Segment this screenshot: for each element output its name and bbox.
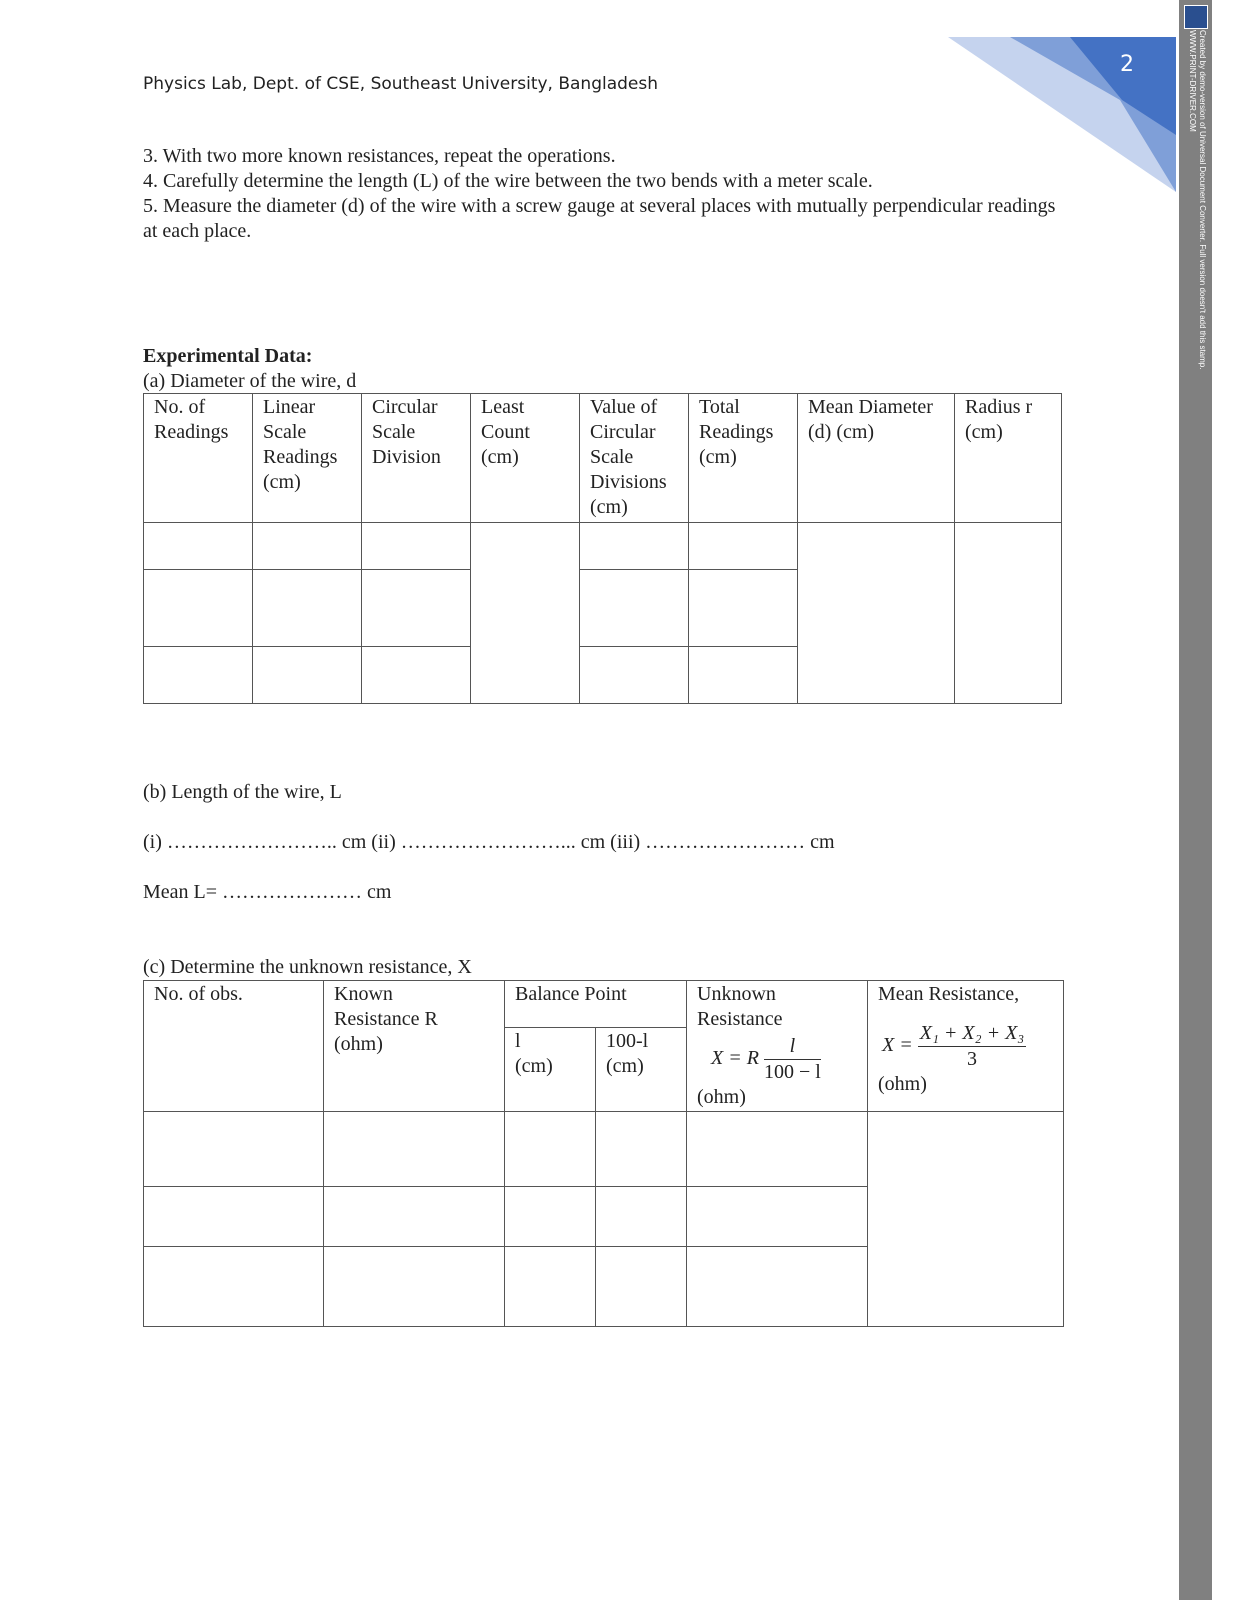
mean-length: Mean L= ………………… cm bbox=[143, 881, 392, 903]
resistance-table: No. of obs. Known Resistance R (ohm) Balance Point Unknown Resistance X = R $\frac{l}{100 - l}$ (ohm) Mean Resistance, X = $\frac{\text{X₁ + X₂ + X₃}}{3}$ (ohm) l (cm) 100-l (cm) bbox=[143, 980, 1064, 1327]
watermark-text: Created by demo-version of Universal Document Converter. Full version doesn't add this stamp. WWW.PRINT-DRIVER.COM bbox=[1188, 30, 1207, 370]
step-4: 4. Carefully determine the length (L) of the wire between the two bends with a meter scale. bbox=[143, 170, 873, 192]
converter-logo-icon bbox=[1184, 5, 1208, 29]
section-a-title: (a) Diameter of the wire, d bbox=[143, 370, 357, 392]
steps-list bbox=[143, 144, 1073, 244]
page-number: 2 bbox=[1120, 52, 1134, 77]
section-c-title: (c) Determine the unknown resistance, X bbox=[143, 956, 472, 978]
section-heading: Experimental Data: bbox=[143, 345, 313, 367]
step-5: 5. Measure the diameter (d) of the wire with a screw gauge at several places with mutually perpendicular readings at each place. bbox=[143, 195, 1056, 242]
step-3: 3. With two more known resistances, repeat the operations. bbox=[143, 145, 616, 167]
diameter-table: No. of Readings Linear Scale Readings (cm) Circular Scale Division Least Count (cm) Value of Circular Scale Divisions (cm) Total Readings (cm) Mean Diameter (d) (cm) Radius r (cm) bbox=[143, 393, 1062, 704]
section-b-title: (b) Length of the wire, L bbox=[143, 781, 342, 803]
cell[interactable] bbox=[144, 523, 253, 570]
length-readings: (i) …………………….. cm (ii) ……………………... cm (iii) …………………… cm bbox=[143, 831, 835, 853]
page-header: Physics Lab, Dept. of CSE, Southeast University, Bangladesh bbox=[143, 74, 659, 94]
